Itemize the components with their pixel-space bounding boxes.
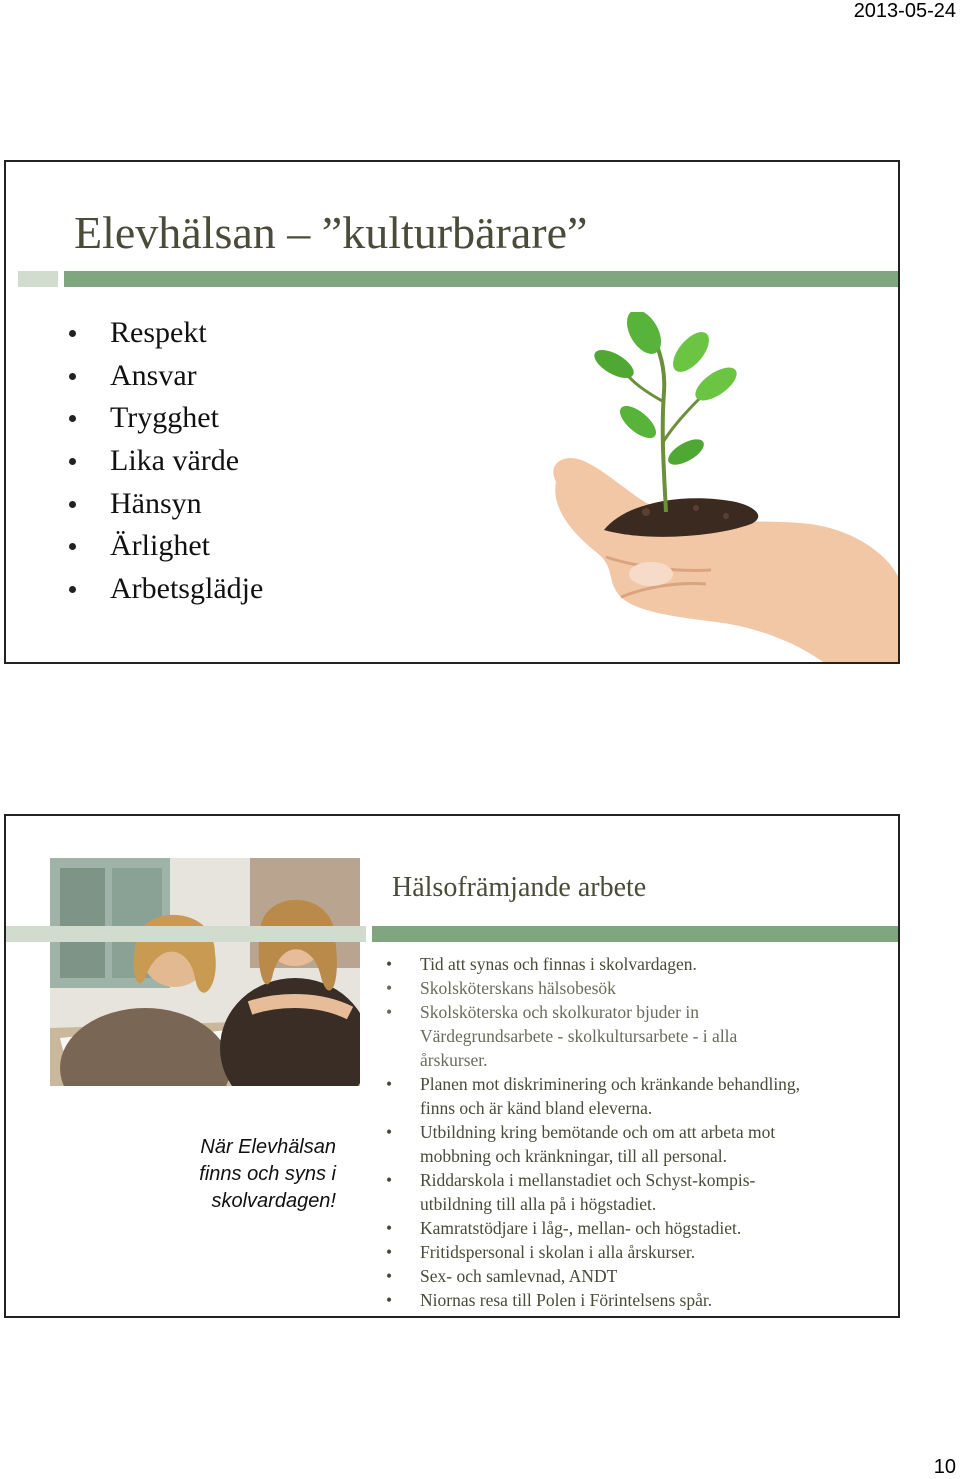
list-item: • Fritidspersonal i skolan i alla årskurser. [386, 1242, 696, 1262]
list-item: Ärlighet [64, 525, 263, 568]
page-number: 10 [933, 1456, 956, 1478]
bullet-icon [69, 373, 76, 380]
activities-list [384, 952, 894, 1312]
list-item: • Sex- och samlevnad, ANDT [386, 1266, 618, 1286]
slide-title: Hälsofrämjande arbete [392, 872, 647, 903]
list-item: Ansvar [64, 355, 263, 398]
bullet-icon [69, 458, 76, 465]
bullet-icon: • [386, 1074, 393, 1094]
values-list [64, 312, 263, 611]
bullet-icon: • [386, 1122, 393, 1142]
slide-halsoframjande [4, 814, 900, 1318]
title-underline-left [18, 271, 58, 287]
bullet-icon: • [386, 1242, 393, 1262]
list-item: Trygghet [64, 397, 263, 440]
bullet-icon: • [386, 1170, 393, 1190]
list-item: • Skolsköterskans hälsobesök [386, 978, 616, 998]
list-item: • Niornas resa till Polen i Förintelsens spår. [386, 1290, 713, 1310]
title-underline-right [372, 926, 900, 942]
list-item: Arbetsglädje [64, 568, 263, 611]
bullet-icon: • [386, 1218, 393, 1238]
slide-kulturbarare [4, 160, 900, 664]
list-item: Hänsyn [64, 483, 263, 526]
bullet-icon: • [386, 1290, 393, 1310]
title-underline-right [64, 271, 900, 287]
list-item: • Tid att synas och finnas i skolvardagen. [386, 954, 697, 974]
bullet-icon [69, 330, 76, 337]
students-studying-photo-icon [50, 858, 360, 1086]
bullet-icon [69, 543, 76, 550]
bullet-icon: • [386, 954, 393, 974]
bullet-icon: • [386, 1266, 393, 1286]
plant-in-hand-icon [526, 312, 900, 664]
slide-title: Elevhälsan – ”kulturbärare” [74, 207, 588, 258]
list-item: Lika värde [64, 440, 263, 483]
list-item: • Kamratstödjare i låg-, mellan- och högstadiet. [386, 1218, 742, 1238]
list-item: Respekt [64, 312, 263, 355]
list-item: • Riddarskola i mellanstadiet och Schyst-kompis- utbildning till alla på i högstadiet. [386, 1170, 756, 1214]
page-date: 2013-05-24 [853, 0, 956, 22]
bullet-icon: • [386, 1002, 393, 1022]
slide-caption: När Elevhälsan finns och syns i skolvardagen! [199, 1136, 336, 1212]
bullet-icon [69, 501, 76, 508]
bullet-icon [69, 415, 76, 422]
bullet-icon [69, 586, 76, 593]
title-underline-left [6, 926, 366, 942]
bullet-icon: • [386, 978, 393, 998]
list-item: • Skolsköterska och skolkurator bjuder in Värdegrundsarbete - skolkultursarbete - i alla årskurser. [386, 1002, 738, 1070]
list-item: • Planen mot diskriminering och kränkande behandling, finns och är känd bland eleverna. [386, 1074, 801, 1118]
list-item: • Utbildning kring bemötande och om att arbeta mot mobbning och kränkningar, till all personal. [386, 1122, 776, 1166]
